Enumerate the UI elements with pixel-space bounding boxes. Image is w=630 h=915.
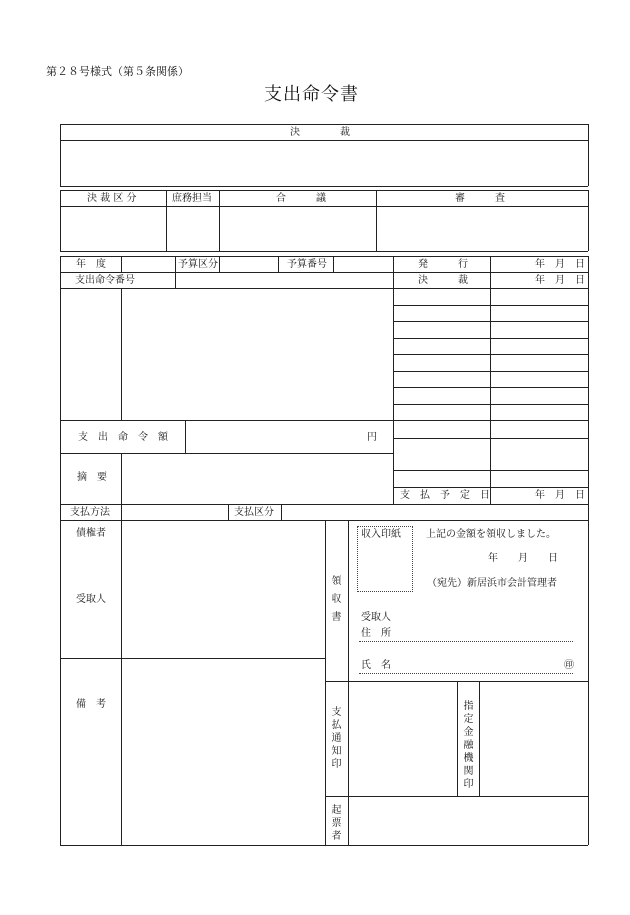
remarks-label: 備 考 — [76, 699, 106, 710]
council-label: 合 議 — [276, 193, 326, 204]
decision-label: 決 裁 — [418, 275, 468, 286]
budget-category-label: 予算区分 — [178, 259, 218, 270]
document-title: 支出命令書 — [264, 84, 359, 105]
issue-date-label: 年 月 日 — [535, 259, 585, 270]
revenue-stamp-label: 収入印紙 — [361, 529, 401, 540]
approval-label: 決 裁 — [290, 127, 350, 138]
fiscal-year-label: 年 度 — [76, 259, 106, 270]
general-affairs-label: 庶務担当 — [172, 193, 212, 204]
payment-order-amount-label: 支 出 命 令 額 — [78, 432, 168, 443]
creditor-label: 債権者 — [76, 528, 106, 539]
decision-category-label: 決 裁 区 分 — [87, 193, 137, 204]
address-label: 住 所 — [361, 628, 391, 639]
scheduled-payment-date-label: 支 払 予 定 日 — [400, 490, 490, 501]
order-number-label: 支出命令番号 — [75, 275, 135, 286]
recipient-label: 受取人 — [361, 612, 391, 623]
seal-mark: ㊞ — [564, 660, 574, 671]
addressee-label: （宛先）新居浜市会計管理者 — [427, 578, 557, 589]
payment-notice-seal-label: 支払通知印 — [331, 707, 342, 770]
budget-number-label: 予算番号 — [287, 259, 327, 270]
receipt-vertical-label: 領収書 — [331, 576, 342, 623]
scheduled-date-value-label: 年 月 日 — [535, 490, 585, 501]
designated-bank-seal-label: 指定金融機関印 — [463, 701, 474, 790]
payment-method-label: 支払方法 — [70, 507, 110, 518]
payee-label: 受取人 — [76, 594, 106, 605]
payment-category-label: 支払区分 — [234, 507, 274, 518]
decision-date-label: 年 月 日 — [535, 275, 585, 286]
name-label: 氏 名 — [361, 660, 391, 671]
yen-label: 円 — [367, 432, 377, 443]
drafter-label: 起票者 — [331, 805, 342, 842]
summary-label: 摘 要 — [77, 472, 107, 483]
issue-label: 発 行 — [418, 259, 468, 270]
review-label: 審 査 — [455, 193, 505, 204]
receipt-date-label: 年 月 日 — [488, 553, 558, 564]
receipt-statement: 上記の金額を領収しました。 — [426, 529, 556, 540]
form-number: 第２８号様式（第５条関係） — [46, 65, 189, 78]
